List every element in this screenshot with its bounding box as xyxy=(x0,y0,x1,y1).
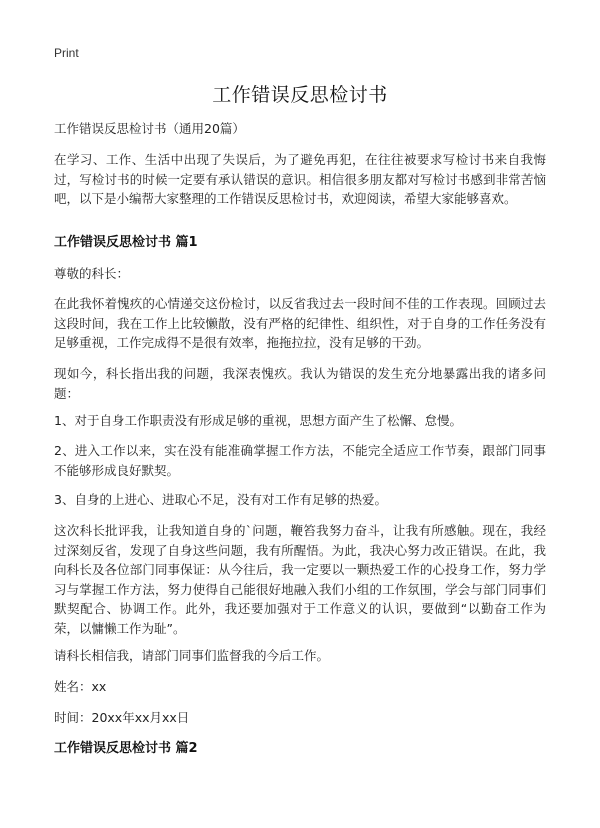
print-label[interactable]: Print xyxy=(54,46,79,60)
name-line: 姓名：xx xyxy=(54,679,107,694)
paragraph-1: 在此我怀着愧疚的心情递交这份检讨，以反省我过去一段时间不佳的工作表现。回顾过去这段时间，我在工作上比较懒散，没有严格的纪律性、组织性，对于自身的工作任务没有足够重视，工作完成得不是很有效率，拖拖拉拉，没有足够的干劲。 xyxy=(54,296,546,350)
section-heading-1: 工作错误反思检讨书 篇1 xyxy=(54,235,198,250)
list-item-2: 2、进入工作以来，实在没有能准确掌握工作方法，不能完全适应工作节奏，跟部门同事不能够形成良好默契。 xyxy=(54,443,546,478)
paragraph-4: 请科长相信我，请部门同事们监督我的今后工作。 xyxy=(54,648,330,663)
time-line: 时间：20xx年xx月xx日 xyxy=(54,710,190,725)
document-subtitle: 工作错误反思检讨书（通用20篇） xyxy=(54,121,245,136)
list-item-3: 3、自身的上进心、进取心不足，没有对工作有足够的热爱。 xyxy=(54,492,387,507)
list-item-1: 1、对于自身工作职责没有形成足够的重视，思想方面产生了松懈、怠慢。 xyxy=(54,413,462,428)
document-title: 工作错误反思检讨书 xyxy=(212,84,388,106)
paragraph-2: 现如今，科长指出我的问题，我深表愧疚。我认为错误的发生充分地暴露出我的诸多问题： xyxy=(54,366,546,401)
section-heading-2: 工作错误反思检讨书 篇2 xyxy=(54,741,198,756)
salutation: 尊敬的科长： xyxy=(54,266,130,281)
paragraph-3: 这次科长批评我，让我知道自身的`问题，鞭笞我努力奋斗，让我有所感触。现在，我经过深刻反省，发现了自身这些问题，我有所醒悟。为此，我决心努力改正错误。在此，我向科长及各位部门同事保证：从今往后，我一定要以一颗热爱工作的心投身工作，努力学习与掌握工作方法，努力使得自己能很好地融入我们小组的工作氛围，学会与部门同事们默契配合、协调工作。此外，我还要加强对于工作意义的认识，要做到“以勤奋工作为荣，以慵懒工作为耻”。 xyxy=(54,523,546,636)
intro-paragraph: 在学习、工作、生活中出现了失误后，为了避免再犯，在往往被要求写检讨书来自我悔过，写检讨书的时候一定要有承认错误的意识。相信很多朋友都对写检讨书感到非常苦恼吧，以下是小编帮大家整理的工作错误反思检讨书，欢迎阅读，希望大家能够喜欢。 xyxy=(54,152,546,206)
